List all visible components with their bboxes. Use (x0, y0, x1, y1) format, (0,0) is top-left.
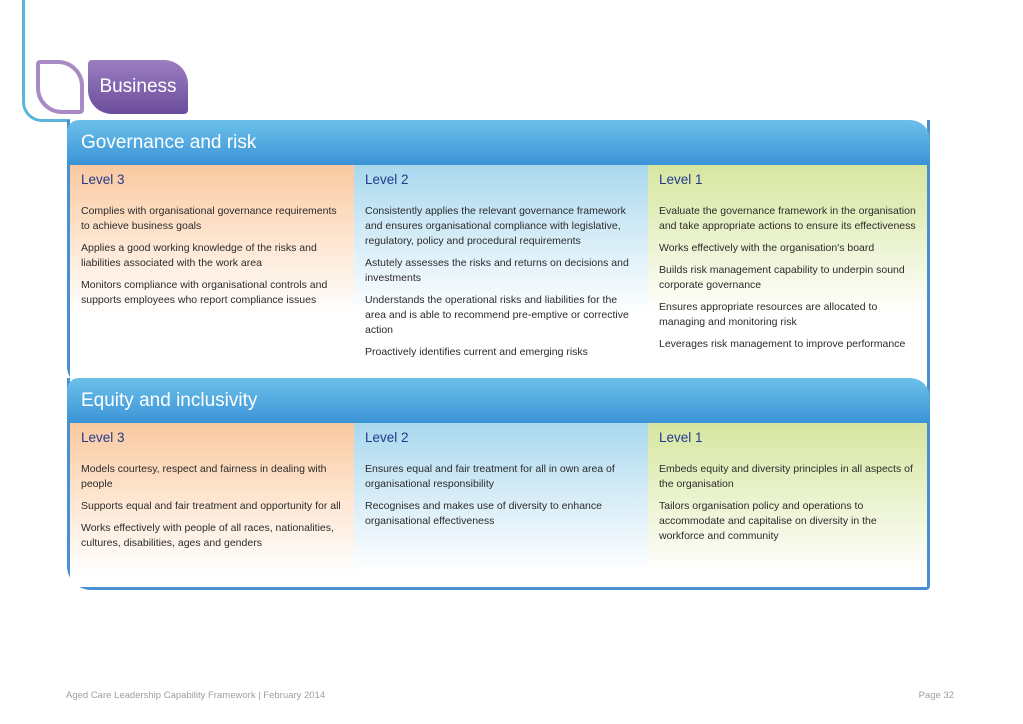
capability-item: Applies a good working knowledge of the risks and liabilities associated with the work area (81, 242, 317, 269)
leaf-logo-icon (36, 60, 84, 114)
capability-item: Builds risk management capability to underpin sound corporate governance (659, 264, 905, 291)
footer-page-number: Page 32 (918, 690, 954, 701)
capability-item: Works effectively with people of all races, nationalities, cultures, disabilities, ages and genders (81, 522, 334, 549)
level-title: Level 1 (659, 172, 703, 187)
capability-item: Embeds equity and diversity principles in all aspects of the organisation (659, 463, 913, 490)
footer-document-title: Aged Care Leadership Capability Framework | February 2014 (66, 690, 326, 701)
level-title: Level 3 (81, 172, 125, 187)
level-1-column (648, 423, 927, 587)
level-title: Level 2 (365, 172, 409, 187)
capability-item: Models courtesy, respect and fairness in dealing with people (81, 463, 327, 490)
capability-item: Monitors compliance with organisational controls and supports employees who report compliance issues (81, 279, 328, 306)
level-title: Level 1 (659, 430, 703, 445)
capability-item: Leverages risk management to improve performance (659, 338, 906, 350)
section-title: Equity and inclusivity (67, 378, 930, 423)
category-tab: Business (88, 60, 188, 114)
level-columns (70, 423, 927, 587)
section-card-governance (67, 120, 930, 390)
capability-item: Works effectively with the organisation's board (659, 242, 875, 254)
level-3-column (70, 165, 354, 387)
section-title: Governance and risk (67, 120, 930, 165)
capability-item: Tailors organisation policy and operations to accommodate and capitalise on diversity in the workforce and community (659, 500, 877, 542)
capability-item: Evaluate the governance framework in the organisation and take appropriate actions to ensure its effectiveness (659, 205, 916, 232)
level-1-column (648, 165, 927, 387)
capability-item: Supports equal and fair treatment and opportunity for all (81, 500, 341, 512)
level-2-column (354, 423, 648, 587)
section-card-equity (67, 378, 930, 590)
level-2-column (354, 165, 648, 387)
capability-item: Complies with organisational governance requirements to achieve business goals (81, 205, 337, 232)
level-title: Level 3 (81, 430, 125, 445)
capability-item: Consistently applies the relevant governance framework and ensures organisational compliance with legislative, regulatory, policy and procedural requirements (365, 205, 626, 247)
capability-item: Recognises and makes use of diversity to enhance organisational effectiveness (365, 500, 602, 527)
level-title: Level 2 (365, 430, 409, 445)
capability-item: Understands the operational risks and liabilities for the area and is able to recommend pre-emptive or corrective action (365, 294, 629, 336)
capability-item: Ensures equal and fair treatment for all in own area of organisational responsibility (365, 463, 615, 490)
capability-item: Ensures appropriate resources are allocated to managing and monitoring risk (659, 301, 878, 328)
capability-item: Astutely assesses the risks and returns on decisions and investments (365, 257, 629, 284)
level-3-column (70, 423, 354, 587)
capability-item: Proactively identifies current and emerging risks (365, 346, 588, 358)
level-columns (70, 165, 927, 387)
